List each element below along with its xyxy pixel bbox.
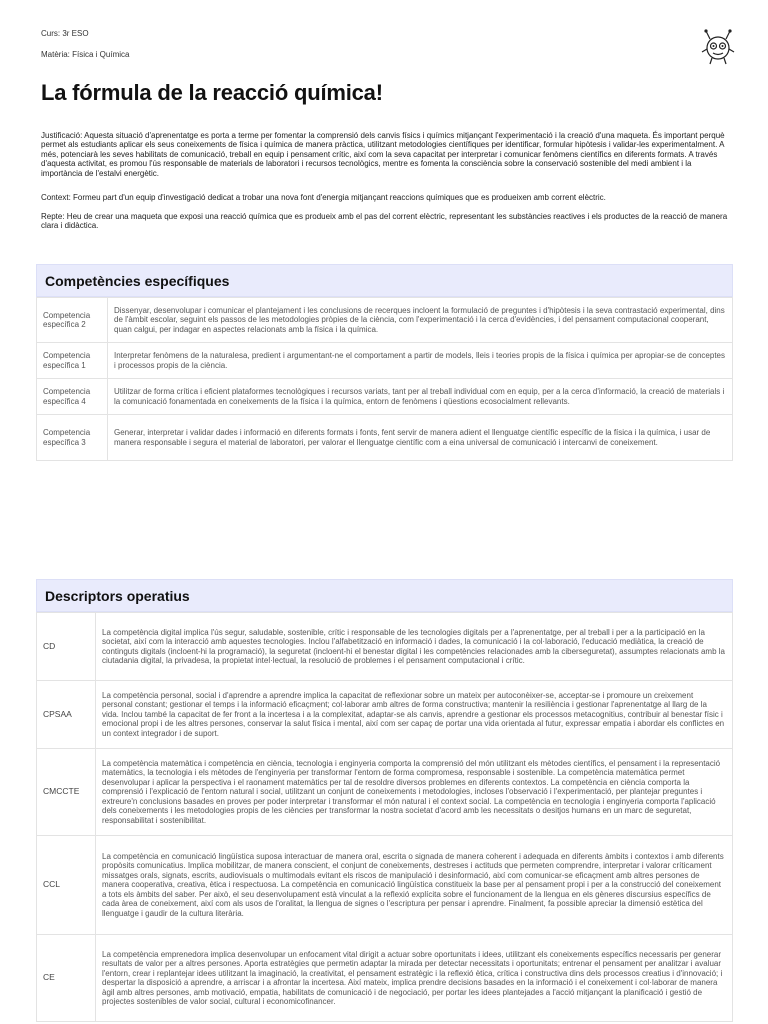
competencies-section: [36, 264, 733, 461]
row-key: Competencia específica 1: [37, 343, 108, 379]
justification-text: Justificació: Aquesta situació d'aprenentatge es porta a terme per fomentar la comprensió dels canvis físics i químics mitjançant l'experimentació i la creació d'una maqueta. És important perquè permet als estudiants aplicar els seus coneixements de física i química de manera pràctica, utilitzant metodologies científiques per identificar, formular hipòtesis i validar-les experimentalment. A més, potenciarà les seves habilitats de comunicació, treball en equip i pensament crític, així com la seva capacitat per interpretar i comunicar fenòmens científics en diferents formats. A través d'aquesta activitat, es promou l'ús responsable de materials de laboratori i recursos tecnològics, mentre es fomenta la consciència sobre la conservació sostenible del medi ambient i la importància de l'estalvi energètic.: [41, 131, 725, 178]
row-text: La competència en comunicació lingüística suposa interactuar de manera oral, escrita o signada de manera coherent i adequada en diferents àmbits i contextos i amb diferents propòsits comunicatius. Implica mobilitzar, de manera conscient, el conjunt de coneixements, destreses i actituds que permeten comprendre, interpretar i valorar críticament missatges orals, signats, escrits, audiovisuals o multimodals evitant els riscos de manipulació i desinformació, així com comunicar-se eficaçment amb altres persones de manera cooperativa, creativa, ètica i respectuosa. La competència en comunicació lingüística constitueix la base per al pensament propi i per a la construcció del coneixement a tots els àmbits del saber. Per això, el seu desenvolupament està vinculat a la reflexió explícita sobre el funcionament de la llengua en els gèneres discursius específics de cada àrea de coneixement, així com als usos de l'oralitat, la llengua de signes o l'escriptura per pensar i aprendre. Finalment, fa possible apreciar la dimensió estètica del llenguatge i gaudir de la cultura literària.: [96, 836, 733, 935]
row-key: CD: [37, 613, 96, 681]
competencies-heading: Competències específiques: [36, 264, 733, 297]
row-text: Generar, interpretar i validar dades i informació en diferents formats i fonts, fent servir de manera adient el llenguatge científic específic de la física i la química, i usar de manera responsable i segura el material de laboratori, per valorar el llenguatge científic com a eina universal de comunicació i intercanvi de coneixement.: [108, 415, 733, 461]
challenge-text: Repte: Heu de crear una maqueta que exposi una reacció química que es produeix amb el pas del corrent elèctric, representant les substàncies reactives i els productes de la reacció de manera clara i didàctica.: [41, 212, 728, 231]
table-row: [37, 935, 733, 1022]
table-row: [37, 681, 733, 749]
row-text: La competència emprenedora implica desenvolupar un enfocament vital dirigit a actuar sobre oportunitats i idees, utilitzant els coneixements específics necessaris per generar resultats de valor per a altres persones. Aporta estratègies que permetin adaptar la mirada per detectar necessitats i oportunitats; entrenar el pensament per analitzar i avaluar l'entorn, crear i replantejar idees utilitzant la imaginació, la creativitat, el pensament estratègic i la reflexió ètica, crítica i constructiva dins dels processos creatius i d'innovació; i despertar la disposició a aprendre, a arriscar i a afrontar la incertesa. Així mateix, implica prendre decisions basades en la informació i el coneixement i col·laborar de manera àgil amb altres persones, amb motivació, empatia, habilitats de comunicació i de negociació, per portar les idees plantejades a l'acció mitjançant la planificació i gestió de projectes sostenibles de valor social, cultural i economicofinancer.: [96, 935, 733, 1022]
row-key: CPSAA: [37, 681, 96, 749]
table-row: [37, 613, 733, 681]
row-key: CE: [37, 935, 96, 1022]
table-row: [37, 749, 733, 836]
table-row: [37, 379, 733, 415]
robot-logo-icon: [700, 27, 736, 67]
row-text: Dissenyar, desenvolupar i comunicar el plantejament i les conclusions de recerques incloent la formulació de preguntes i d'hipòtesis i la seva contrastació experimental, dins de l'àmbit escolar, seguint els passos de les metodologies pròpies de la ciència, com l'experimentació i la cerca d'evidències, i del pensament computacional cooperant, quan calgui, per indagar en aspectes relacionats amb la física i la química.: [108, 298, 733, 343]
row-text: La competència matemàtica i competència en ciència, tecnologia i enginyeria comporta la comprensió del món utilitzant els mètodes científics, el pensament i la representació matemàtics, la tecnologia i els mètodes de l'enginyeria per transformar l'entorn de forma compromesa, responsable i sostenible. La competència matemàtica permet desenvolupar i aplicar la perspectiva i el raonament matemàtics per tal de resoldre diversos problemes en diferents contextos. La competència en ciència comporta la comprensió i l'explicació de l'entorn natural i social, utilitzant un conjunt de coneixements i metodologies, incloses l'observació i l'experimentació, per plantejar preguntes i extreure'n conclusions basades en proves per poder interpretar i transformar el món natural i el context social. La competència en tecnologia i enginyeria comporta l'aplicació dels coneixements i les metodologies propis de les ciències per transformar la nostra societat d'acord amb les necessitats o desitjos humans en un marc de seguretat, responsabilitat i sostenibilitat.: [96, 749, 733, 836]
table-row: [37, 415, 733, 461]
table-row: [37, 298, 733, 343]
row-key: Competencia específica 3: [37, 415, 108, 461]
page-title: La fórmula de la reacció química!: [41, 80, 383, 105]
row-key: CCL: [37, 836, 96, 935]
table-row: [37, 836, 733, 935]
table-row: [37, 343, 733, 379]
subject-label: Matèria: Física i Química: [41, 50, 130, 59]
row-text: Interpretar fenòmens de la naturalesa, predient i argumentant-ne el comportament a partir de models, lleis i teories propis de la física i química per apropiar-se de conceptes i processos propis de la ciència.: [108, 343, 733, 379]
row-key: CMCCTE: [37, 749, 96, 836]
context-text: Context: Formeu part d'un equip d'investigació dedicat a trobar una nova font d'energia mitjançant reaccions químiques que es produeixen amb corrent elèctric.: [41, 193, 606, 202]
descriptors-heading: Descriptors operatius: [36, 579, 733, 612]
competencies-table: [36, 297, 733, 461]
row-key: Competencia específica 2: [37, 298, 108, 343]
course-label: Curs: 3r ESO: [41, 29, 89, 38]
descriptors-table: [36, 612, 733, 1022]
descriptors-section: [36, 579, 733, 1022]
row-key: Competencia específica 4: [37, 379, 108, 415]
row-text: Utilitzar de forma crítica i eficient plataformes tecnològiques i recursos variats, tant per al treball individual com en equip, per a la cerca d'informació, la creació de materials i la comunicació fonamentada en coneixements de la física i la química, entorn de fenòmens i qüestions ecosocialment rellevants.: [108, 379, 733, 415]
row-text: La competència personal, social i d'aprendre a aprendre implica la capacitat de reflexionar sobre un mateix per autoconèixer-se, acceptar-se i promoure un creixement personal constant; gestionar el temps i la informació eficaçment; col·laborar amb altres de forma constructiva; mantenir la resiliència i gestionar l'aprenentatge al llarg de la vida. Inclou també la capacitat de fer front a la incertesa i a la complexitat, adaptar-se als canvis, aprendre a gestionar els processos metacognitius, contribuir al benestar físic i emocional propi i de les altres persones, conservar la salut física i mental, així com ser capaç de portar una vida orientada al futur, expressar empatia i abordar els conflictes en un context integrador i de suport.: [96, 681, 733, 749]
row-text: La competència digital implica l'ús segur, saludable, sostenible, crític i responsable de les tecnologies digitals per a l'aprenentatge, per al treball i per a la participació en la societat, així com la interacció amb aquestes tecnologies. Inclou l'alfabetització en informació i dades, la comunicació i la col·laboració, l'educació mediàtica, la creació de continguts digitals (incloent-hi la programació), la seguretat (incloent-hi el benestar digital i les competències relacionades amb la ciberseguretat), assumptes relacionats amb la ciutadania digital, la privadesa, la propietat intel·lectual, la resolució de problemes i el pensament computacional i crític.: [96, 613, 733, 681]
